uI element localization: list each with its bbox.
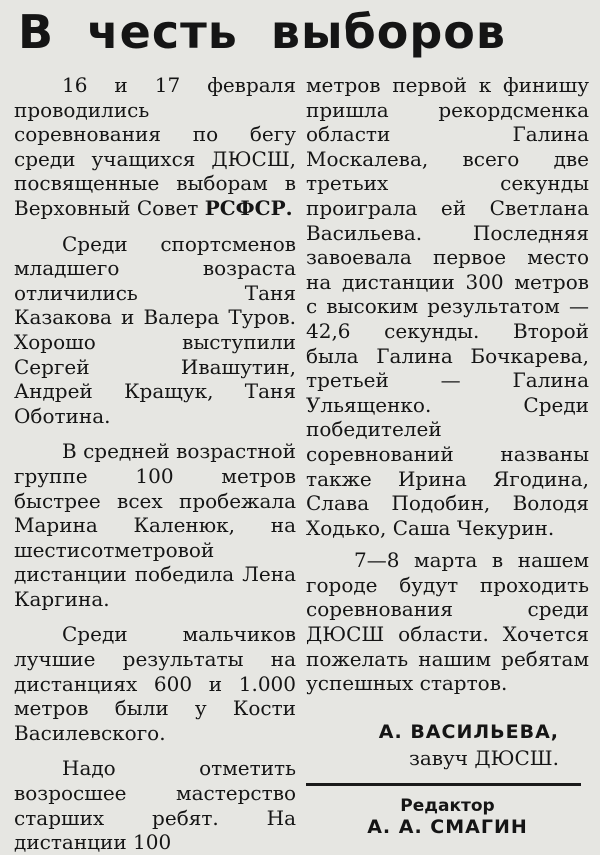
article-paragraph-2: Среди спортсменов младшего возраста отличились Таня Казакова и Валера Туров. Хорошо выступили Сергей Ивашутин, Андрей Кращук, Таня Оботина.	[14, 231, 296, 428]
article-paragraph-6: метров первой к финишу пришла рекордсменка области Галина Москалева, всего две третьих секунды проиграла ей Светлана Васильева. Последняя завоевала первое место на дистанции 300 метров с высоким результатом — 42,6 секунды. Второй была Галина Бочкарева, третьей — Галина Ульященко. Среди победителей соревнований названы также Ирина Ягодина, Слава Подобин, Володя Ходько, Саша Чекурин.	[306, 73, 589, 540]
article-right-column	[306, 73, 589, 838]
footer-divider	[306, 783, 581, 786]
article-headline: В честь выборов	[18, 5, 506, 59]
article-author-position: завуч ДЮСШ.	[408, 746, 559, 771]
article-paragraph-7: 7—8 марта в нашем городе будут проходить соревнования среди ДЮСШ области. Хочется пожелать нашим ребятам успешных стартов.	[306, 548, 589, 696]
editor-name: А. А. СМАГИН	[367, 816, 528, 839]
article-paragraph-1	[14, 73, 296, 221]
article-paragraph-1-text: 16 и 17 февраля проводились соревнования по бегу среди учащихся ДЮСШ, посвященные выборам в Верховный Совет	[14, 73, 296, 220]
article-paragraph-5: Надо отметить возросшее мастерство старших ребят. На дистанции 100	[14, 756, 296, 855]
editor-label: Редактор	[400, 796, 495, 817]
article-paragraph-1-bold: РСФСР.	[204, 195, 293, 220]
article-paragraph-3: В средней возрастной группе 100 метров быстрее всех пробежала Марина Каленюк, на шестисотметровой дистанции победила Лена Каргина.	[14, 439, 296, 611]
article-paragraph-4: Среди мальчиков лучшие результаты на дистанциях 600 и 1.000 метров были у Кости Василевского.	[14, 622, 296, 745]
article-author: А. ВАСИЛЬЕВА,	[378, 720, 559, 743]
